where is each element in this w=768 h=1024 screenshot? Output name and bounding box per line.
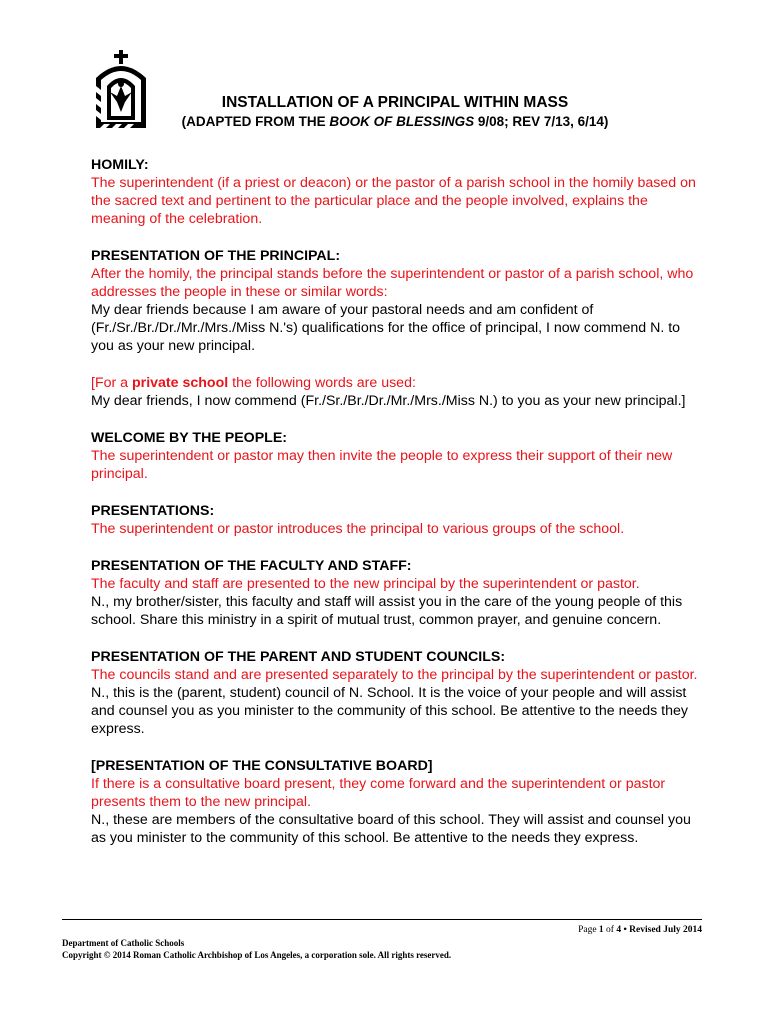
footer — [62, 938, 451, 961]
section-heading: [PRESENTATION OF THE CONSULTATIVE BOARD] — [91, 758, 433, 774]
page-label: Page — [578, 925, 599, 935]
footer-department: Department of Catholic Schools — [62, 938, 185, 948]
section-heading: PRESENTATION OF THE FACULTY AND STAFF: — [91, 558, 412, 574]
section-councils — [91, 648, 701, 738]
page-number: 1 — [598, 925, 604, 935]
rubric-text: The superintendent or pastor introduces the principal to various groups of the school. — [91, 521, 625, 537]
document-title: INSTALLATION OF A PRINCIPAL WITHIN MASS — [221, 94, 569, 111]
section-heading: PRESENTATION OF THE PARENT AND STUDENT COUNCILS: — [91, 649, 506, 665]
spoken-text: N., this is the (parent, student) council of N. School. It is the voice of your people and will assist and counsel you as you minister to the community of this school. Be attentive to the needs they express. — [91, 685, 688, 737]
section-board — [91, 757, 701, 847]
page-info — [578, 925, 702, 935]
spoken-text: My dear friends, I now commend (Fr./Sr./Br./Dr./Mr./Mrs./Miss N.) to you as your new principal.] — [91, 393, 686, 409]
page-total: 4 — [616, 925, 622, 935]
section-presentations — [91, 502, 701, 538]
footer-divider — [62, 919, 702, 920]
rubric-emphasis: private school — [132, 375, 229, 391]
rubric-text: After the homily, the principal stands before the superintendent or pastor of a parish school, who addresses the people in these or similar words: — [91, 266, 694, 300]
section-heading: PRESENTATIONS: — [91, 503, 215, 519]
rubric-text: The faculty and staff are presented to the new principal by the superintendent or pastor. — [91, 576, 640, 592]
footer-copyright: Copyright © 2014 Roman Catholic Archbishop of Los Angeles, a corporation sole. All rights reserved. — [62, 949, 452, 960]
spoken-text: N., these are members of the consultative board of this school. They will assist and counsel you as you minister to the community of this school. Be attentive to the needs they express. — [91, 812, 691, 846]
spoken-text: N., my brother/sister, this faculty and staff will assist you in the care of the young people of this school. Share this ministry in a spirit of mutual trust, common prayer, and genuine concern. — [91, 594, 683, 628]
spoken-text: My dear friends because I am aware of your pastoral needs and am confident of (Fr./Sr./Br./Dr./Mr./Mrs./Miss N.'s) qualifications for the office of principal, I now commend N. to you as your new principal. — [91, 302, 681, 354]
rubric-text — [91, 374, 701, 392]
section-heading: HOMILY: — [91, 157, 149, 173]
rubric-text: The superintendent or pastor may then invite the people to express their support of their new principal. — [91, 448, 673, 482]
section-heading: PRESENTATION OF THE PRINCIPAL: — [91, 248, 341, 264]
section-private-school — [91, 374, 701, 410]
document-subtitle — [0, 114, 768, 129]
rubric-prefix: [For a — [91, 375, 132, 391]
revised-date: • Revised July 2014 — [621, 925, 702, 935]
rubric-text: The councils stand and are presented separately to the principal by the superintendent or pastor. — [91, 667, 698, 683]
rubric-text: The superintendent (if a priest or deacon) or the pastor of a parish school in the homily based on the sacred text and pertinent to the particular place and the people involved, explains the meaning of the celebration. — [91, 175, 696, 227]
section-heading: WELCOME BY THE PEOPLE: — [91, 430, 288, 446]
subtitle-prefix: (ADAPTED FROM THE — [181, 114, 330, 129]
section-faculty — [91, 557, 701, 629]
subtitle-book-title: BOOK OF BLESSINGS — [329, 114, 475, 129]
section-welcome — [91, 429, 701, 483]
document-body — [91, 156, 701, 866]
page-of-label: of — [603, 925, 617, 935]
rubric-text: If there is a consultative board present, they come forward and the superintendent or pastor presents them to the new principal. — [91, 776, 666, 810]
section-presentation-principal — [91, 247, 701, 355]
section-homily — [91, 156, 701, 228]
subtitle-suffix: 9/08; REV 7/13, 6/14) — [474, 114, 609, 129]
rubric-suffix: the following words are used: — [228, 375, 416, 391]
